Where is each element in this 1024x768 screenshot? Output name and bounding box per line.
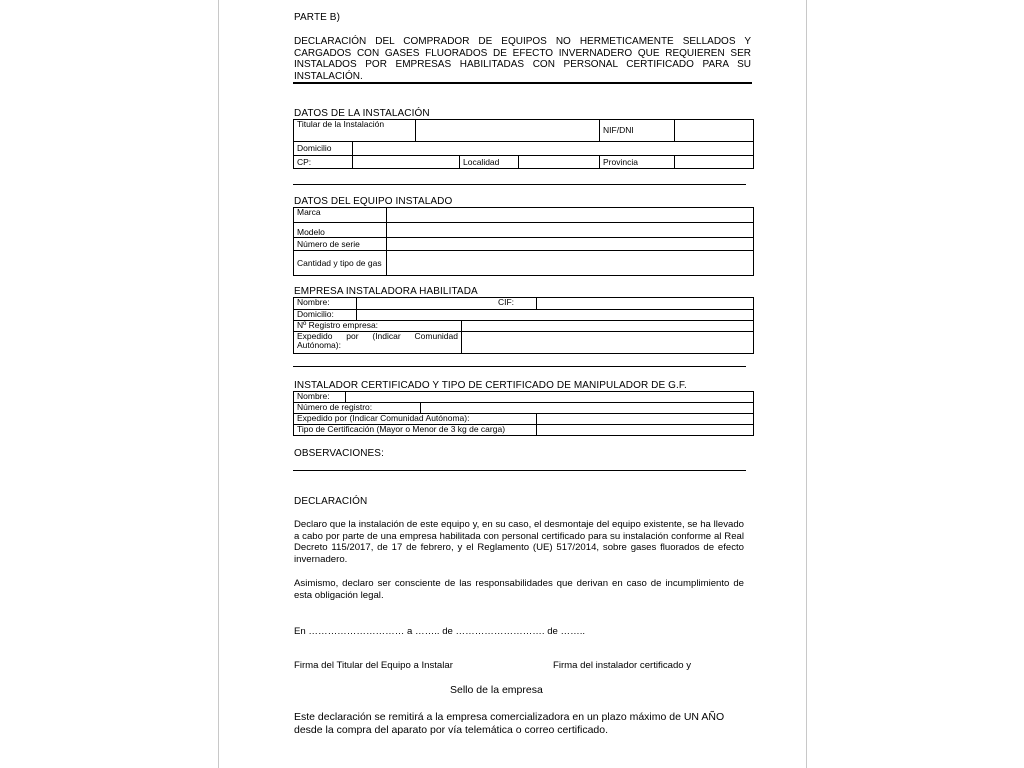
equipo-table	[293, 207, 754, 276]
localidad-field[interactable]	[519, 156, 600, 169]
tipo-certificacion-label: Tipo de Certificación (Mayor o Menor de 3 kg de carga)	[294, 425, 537, 436]
instalador-nombre-field[interactable]	[346, 392, 754, 403]
domicilio-label: Domicilio	[294, 142, 353, 156]
firma-titular-label: Firma del Titular del Equipo a Instalar	[294, 660, 453, 671]
empresa-heading: EMPRESA INSTALADORA HABILITADA	[294, 286, 478, 297]
sello-empresa-label: Sello de la empresa	[450, 684, 543, 696]
cp-label: CP:	[294, 156, 353, 169]
observaciones-label: OBSERVACIONES:	[294, 448, 384, 459]
instalacion-table	[293, 119, 754, 169]
empresa-table	[293, 297, 754, 354]
empresa-nombre-label: Nombre:	[294, 298, 357, 310]
instalador-registro-label: Número de registro:	[294, 403, 421, 414]
instalador-heading: INSTALADOR CERTIFICADO Y TIPO DE CERTIFICADO DE MANIPULADOR DE G.F.	[294, 380, 687, 391]
instalador-expedido-field[interactable]	[537, 414, 754, 425]
empresa-domicilio-field[interactable]	[357, 310, 754, 321]
cif-field[interactable]	[537, 298, 754, 310]
firma-instalador-label: Firma del instalador certificado y	[553, 660, 692, 671]
provincia-field[interactable]	[675, 156, 754, 169]
section-rule	[293, 366, 746, 367]
title-rule	[293, 82, 752, 84]
parte-label: PARTE B)	[294, 12, 340, 23]
instalador-nombre-label: Nombre:	[294, 392, 346, 403]
instalador-expedido-label: Expedido por (Indicar Comunidad Autónoma):	[294, 414, 537, 425]
tipo-certificacion-field[interactable]	[537, 425, 754, 436]
cif-label: CIF:	[357, 298, 537, 310]
registro-empresa-label: Nº Registro empresa:	[294, 321, 462, 332]
serie-label: Número de serie	[294, 238, 387, 251]
marca-field[interactable]	[387, 208, 754, 223]
declaracion-heading: DECLARACIÓN	[294, 496, 368, 507]
empresa-expedido-label: Expedido por (Indicar Comunidad Autónoma):	[294, 332, 462, 354]
registro-empresa-field[interactable]	[462, 321, 754, 332]
marca-label: Marca	[294, 208, 387, 223]
domicilio-field[interactable]	[353, 142, 754, 156]
form-title: DECLARACIÓN DEL COMPRADOR DE EQUIPOS NO HERMETICAMENTE SELLADOS Y CARGADOS CON GASES FLUORADOS DE EFECTO INVERNADERO QUE REQUIEREN SER INSTALADOS POR EMPRESAS HABILITADAS CON PERSONAL CERTIFICADO PARA SU INSTALACIÓN.	[294, 36, 751, 82]
titular-label: Titular de la Instalación	[294, 120, 416, 142]
modelo-label: Modelo	[294, 223, 387, 238]
provincia-label: Provincia	[600, 156, 675, 169]
section-rule	[293, 184, 746, 185]
titular-field[interactable]	[416, 120, 600, 142]
cp-field[interactable]	[353, 156, 460, 169]
declaracion-paragraph-1: Declaro que la instalación de este equipo y, en su caso, el desmontaje del equipo existente, se ha llevado a cabo por parte de una empresa habilitada con personal certificado para su instalación conforme al Real Decreto 115/2017, de 17 de febrero, y el Reglamento (UE) 517/2014, sobre gases fluorados de efecto invernadero.	[294, 519, 744, 565]
serie-field[interactable]	[387, 238, 754, 251]
modelo-field[interactable]	[387, 223, 754, 238]
declaracion-paragraph-2: Asimismo, declaro ser consciente de las responsabilidades que derivan en caso de incumplimiento de esta obligación legal.	[294, 578, 744, 601]
empresa-domicilio-label: Domicilio:	[294, 310, 357, 321]
localidad-label: Localidad	[460, 156, 519, 169]
remision-note: Este declaración se remitirá a la empresa comercializadora en un plazo máximo de UN AÑO desde la compra del aparato por vía telemática o correo certificado.	[294, 711, 725, 736]
instalador-registro-field[interactable]	[421, 403, 754, 414]
nif-label: NIF/DNI	[600, 120, 675, 142]
lugar-fecha-line: En ………………………… a …….. de ………………………. de ……..	[294, 626, 586, 637]
nif-field[interactable]	[675, 120, 754, 142]
document-page	[218, 0, 807, 768]
instalador-table	[293, 391, 754, 436]
empresa-expedido-field[interactable]	[462, 332, 754, 354]
equipo-heading: DATOS DEL EQUIPO INSTALADO	[294, 196, 453, 207]
cantidad-field[interactable]	[387, 251, 754, 276]
observaciones-rule	[293, 470, 746, 471]
instalacion-heading: DATOS DE LA INSTALACIÓN	[294, 108, 430, 119]
cantidad-label: Cantidad y tipo de gas	[294, 251, 387, 276]
